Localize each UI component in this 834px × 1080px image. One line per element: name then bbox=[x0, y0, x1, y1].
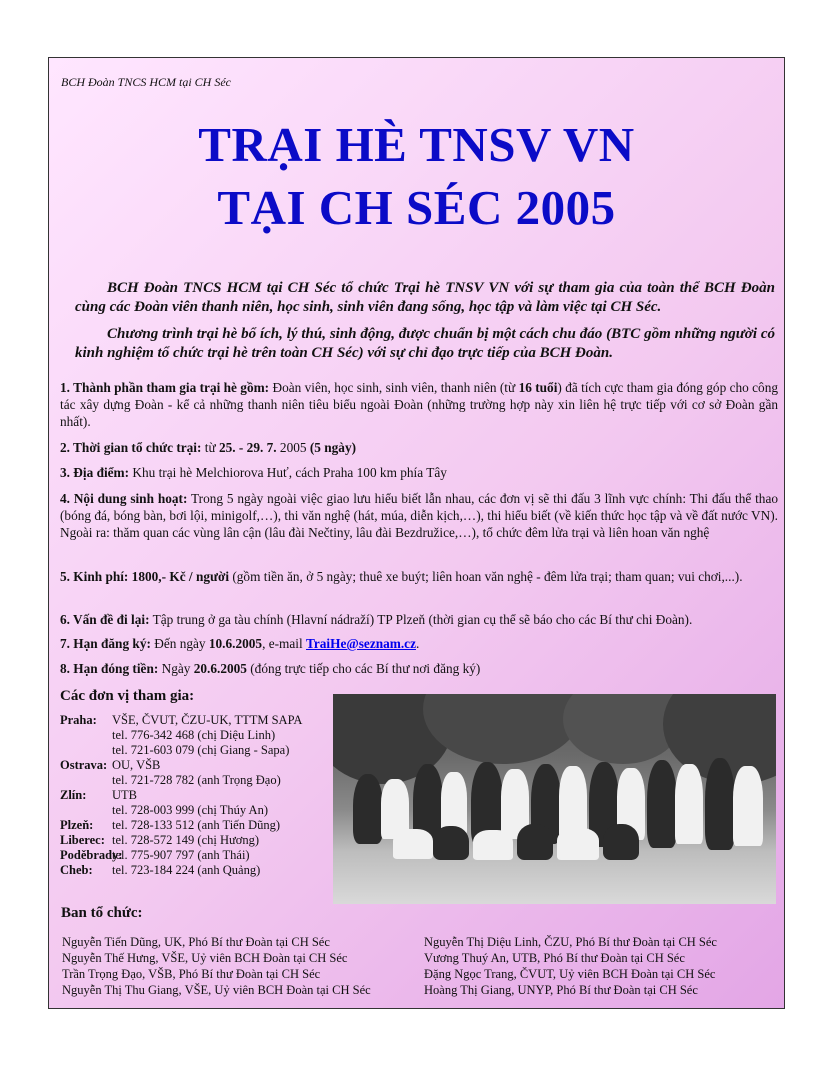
unit-row bbox=[60, 818, 340, 833]
item-travel: 6. Vấn đề đi lại: Tập trung ở ga tàu chính (Hlavní nádraží) TP Plzeň (thời gian cụ thể sẽ báo cho các Bí thư chi Đoàn). bbox=[60, 612, 693, 627]
organization-label: BCH Đoàn TNCS HCM tại CH Séc bbox=[61, 75, 232, 89]
unit-city: Cheb: bbox=[60, 863, 93, 877]
item-cost: 5. Kinh phí: 1800,- Kč / người (gồm tiền ăn, ở 5 ngày; thuê xe buýt; liên hoan văn nghệ - đêm lửa trại; tham quan; vui chơi,...). bbox=[60, 569, 743, 584]
unit-detail: tel. 721-728 782 (anh Trọng Đạo) bbox=[112, 773, 281, 787]
unit-row bbox=[60, 803, 340, 818]
unit-row bbox=[60, 758, 340, 773]
unit-row bbox=[60, 728, 340, 743]
committee-member: Nguyễn Thị Diệu Linh, ČZU, Phó Bí thư Đoàn tại CH Séc bbox=[424, 935, 717, 949]
item-location: 3. Địa điểm: Khu trại hè Melchiorova Huť, cách Praha 100 km phía Tây bbox=[60, 465, 447, 480]
unit-detail: tel. 728-133 512 (anh Tiến Dũng) bbox=[112, 818, 281, 832]
committee-member: Vương Thuý An, UTB, Phó Bí thư Đoàn tại CH Séc bbox=[424, 951, 685, 965]
committee-member: Nguyễn Thế Hưng, VŠE, Uỷ viên BCH Đoàn tại CH Séc bbox=[62, 951, 348, 965]
unit-city bbox=[60, 803, 112, 818]
unit-detail: tel. 776-342 468 (chị Diệu Linh) bbox=[112, 728, 276, 742]
unit-detail: tel. 721-603 079 (chị Giang - Sapa) bbox=[112, 743, 290, 757]
unit-city bbox=[60, 773, 112, 788]
unit-city: Zlín: bbox=[60, 788, 87, 802]
unit-city: Ostrava: bbox=[60, 758, 108, 772]
units-list bbox=[60, 713, 340, 878]
unit-row bbox=[60, 788, 340, 803]
unit-row bbox=[60, 833, 340, 848]
item-registration: 7. Hạn đăng ký: Đến ngày 10.6.2005, e-mail TraiHe@seznam.cz. bbox=[60, 636, 420, 651]
unit-row bbox=[60, 848, 340, 863]
item-payment: 8. Hạn đóng tiền: Ngày 20.6.2005 (đóng trực tiếp cho các Bí thư nơi đăng ký) bbox=[60, 661, 481, 676]
unit-city: Poděbrady: bbox=[60, 848, 123, 862]
item-participants: 1. Thành phần tham gia trại hè gồm: Đoàn viên, học sinh, sinh viên, thanh niên (từ 16 tuổi) đã tích cực tham gia đóng góp cho công tác xây dựng Đoàn - kể cả những thanh niên tiêu biểu ngoài Đoàn (những trường hợp này xin liên hệ trực tiếp với cơ sở Đoàn gần nhất). bbox=[60, 380, 778, 429]
flyer-page bbox=[48, 57, 785, 1009]
unit-detail: UTB bbox=[112, 788, 137, 802]
intro-paragraph-2: Chương trình trại hè bổ ích, lý thú, sinh động, được chuẩn bị một cách chu đáo (BTC gồm những người có kinh nghiệm tổ chức trại hè trên toàn CH Séc) với sự chỉ đạo trực tiếp của BCH Đoàn. bbox=[75, 326, 775, 361]
unit-city bbox=[60, 728, 112, 743]
committee-member: Nguyễn Tiến Dũng, UK, Phó Bí thư Đoàn tại CH Séc bbox=[62, 935, 330, 949]
committee-member: Trần Trọng Đạo, VŠB, Phó Bí thư Đoàn tại CH Séc bbox=[62, 967, 321, 981]
committee-left-column bbox=[62, 934, 371, 998]
group-photo bbox=[333, 694, 776, 904]
unit-city: Liberec: bbox=[60, 833, 105, 847]
committee-right-column bbox=[424, 934, 717, 998]
unit-detail: tel. 723-184 224 (anh Quảng) bbox=[112, 863, 261, 877]
intro-paragraph-1: BCH Đoàn TNCS HCM tại CH Séc tổ chức Trại hè TNSV VN với sự tham gia của toàn thể BCH Đoàn cùng các Đoàn viên thanh niên, học sinh, sinh viên đang sống, học tập và làm việc tại CH Séc. bbox=[75, 280, 775, 315]
title-line-2: TẠI CH SÉC 2005 bbox=[217, 180, 616, 235]
unit-detail: VŠE, ČVUT, ČZU-UK, TTTM SAPA bbox=[112, 713, 303, 727]
unit-row bbox=[60, 773, 340, 788]
email-link[interactable]: TraiHe@seznam.cz bbox=[306, 636, 416, 651]
unit-city: Plzeň: bbox=[60, 818, 94, 832]
unit-detail: tel. 775-907 797 (anh Thái) bbox=[112, 848, 250, 862]
item-activities: 4. Nội dung sinh hoạt: Trong 5 ngày ngoài việc giao lưu hiểu biết lẫn nhau, các đơn vị sẽ thi đấu 3 lĩnh vực chính: Thi đấu thể thao (bóng đá, bóng bàn, bơi lội, minigolf,…), thi văn nghệ (hát, múa, diễn kịch,…), thi hiểu biết (về kiến thức học tập và về đất nước VN). Ngoài ra: thăm quan các vùng lân cận (lâu đài Nečtiny, lâu đài Bezdružice,…), tổ chức đêm lửa trại và liên hoan văn nghệ bbox=[60, 491, 779, 540]
committee-member: Nguyễn Thị Thu Giang, VŠE, Uỷ viên BCH Đoàn tại CH Séc bbox=[62, 983, 371, 997]
unit-detail: tel. 728-003 999 (chị Thúy An) bbox=[112, 803, 268, 817]
item-time: 2. Thời gian tổ chức trại: từ 25. - 29. 7. 2005 (5 ngày) bbox=[60, 440, 357, 455]
unit-city: Praha: bbox=[60, 713, 97, 727]
units-heading: Các đơn vị tham gia: bbox=[60, 688, 195, 704]
unit-row bbox=[60, 863, 340, 878]
unit-detail: OU, VŠB bbox=[112, 758, 161, 772]
title-line-1: TRẠI HÈ TNSV VN bbox=[198, 117, 635, 172]
committee-heading: Ban tổ chức: bbox=[61, 905, 143, 921]
unit-row bbox=[60, 713, 340, 728]
unit-detail: tel. 728-572 149 (chị Hương) bbox=[112, 833, 260, 847]
committee-member: Đặng Ngọc Trang, ČVUT, Uỷ viên BCH Đoàn tại CH Séc bbox=[424, 967, 716, 981]
committee-member: Hoàng Thị Giang, UNYP, Phó Bí thư Đoàn tại CH Séc bbox=[424, 983, 698, 997]
unit-row bbox=[60, 743, 340, 758]
unit-city bbox=[60, 743, 112, 758]
